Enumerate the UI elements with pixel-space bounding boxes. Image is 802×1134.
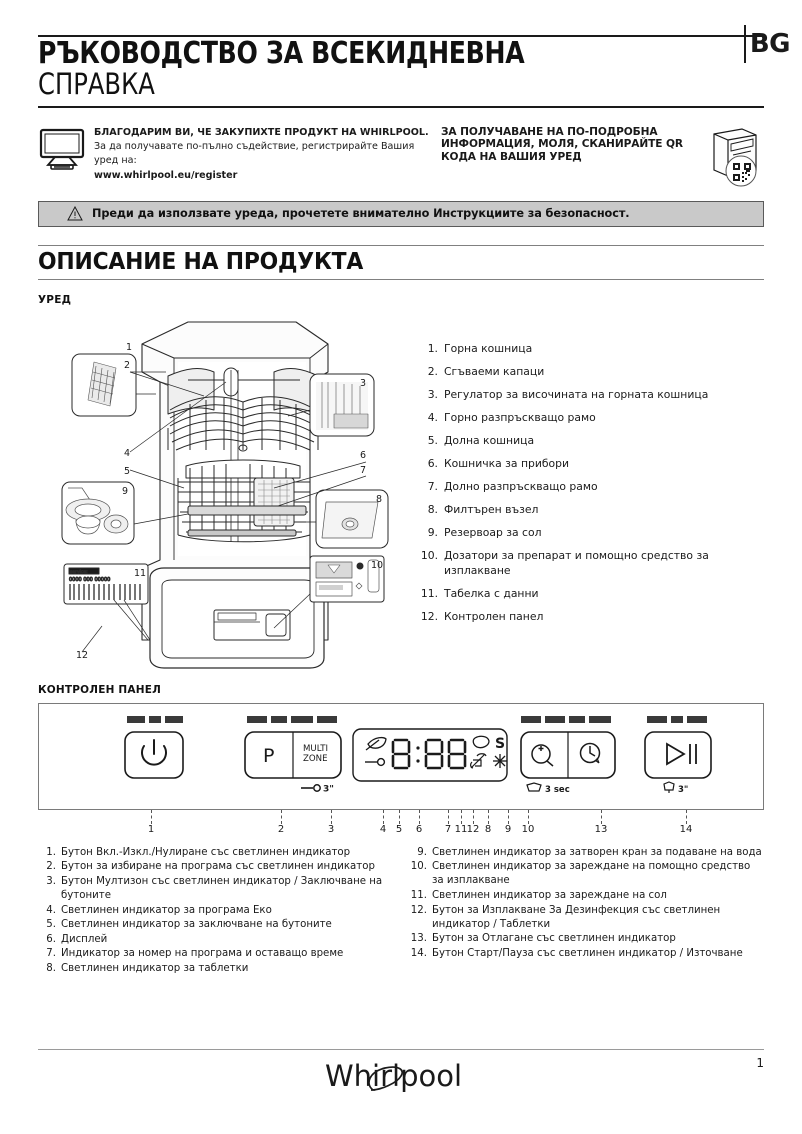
- parts-list-item-number: 5.: [427, 434, 438, 447]
- tick-mark-9: [508, 810, 509, 824]
- tick-mark-1: [151, 810, 152, 824]
- safety-text: Преди да използвате уреда, прочетете внимателно Инструкциите за безопасност.: [92, 207, 630, 221]
- scan-block: [441, 126, 764, 188]
- parts-list-item-label: Сгъваеми капаци: [444, 364, 545, 378]
- start-pause-button: [645, 732, 711, 795]
- info-band: [38, 118, 764, 188]
- callout-3: 3: [360, 377, 367, 389]
- parts-list-item-number: 7.: [427, 480, 438, 494]
- tick-mark-11: [461, 810, 462, 824]
- legend-item-number: 10.: [410, 861, 427, 873]
- legend-item: [409, 904, 764, 932]
- control-panel-section: [38, 684, 764, 977]
- parts-list-item-number: 10.: [420, 549, 438, 563]
- parts-list-item-number: 9.: [427, 526, 438, 540]
- parts-list-item-number: 6.: [427, 457, 438, 471]
- legend-item: [38, 860, 401, 874]
- tick-number-12: 12: [466, 823, 480, 835]
- section-bottom-rule: [38, 279, 764, 280]
- tick-mark-7: [448, 810, 449, 824]
- legend-item-label: Бутон Старт/Пауза със светлинен индикатор / Източване: [432, 947, 743, 959]
- parts-list-item-label: Кошничка за прибори: [444, 457, 570, 471]
- legend-item-number: 14.: [410, 947, 427, 959]
- rinse-delay-button: [521, 732, 615, 795]
- parts-list-item: [418, 388, 764, 403]
- legend-item-label: Светлинен индикатор за зареждане на сол: [432, 889, 667, 901]
- subsection-title-control-panel: КОНТРОЛЕН ПАНЕЛ: [38, 683, 162, 696]
- svg-text:3": 3": [678, 784, 689, 795]
- title-bottom-rule: [38, 106, 764, 108]
- tick-number-5: 5: [395, 823, 403, 835]
- multizone-label-line2: ZONE: [303, 753, 328, 764]
- appliance-diagram: [38, 310, 406, 670]
- svg-text:3 sec: 3 sec: [545, 784, 570, 795]
- callout-5: 5: [124, 465, 131, 477]
- callout-8: 8: [376, 493, 383, 505]
- legend-item-number: 8.: [46, 962, 56, 974]
- tick-mark-10: [528, 810, 529, 824]
- callout-11: 11: [134, 567, 147, 579]
- svg-text:0000 000 00000: 0000 000 00000: [69, 576, 111, 583]
- warning-triangle-icon: [67, 206, 83, 221]
- legend-item: [38, 846, 401, 860]
- legend-item: [409, 846, 764, 860]
- tick-mark-8: [488, 810, 489, 824]
- content-column: [38, 0, 764, 976]
- register-url[interactable]: www.whirlpool.eu/register: [94, 170, 238, 182]
- callout-12: 12: [76, 649, 89, 661]
- legend-item-number: 11.: [410, 889, 427, 901]
- legend-item-number: 5.: [46, 919, 56, 931]
- page-title: [38, 36, 713, 101]
- appliance-row: [38, 310, 764, 670]
- legend-item-number: 12.: [410, 904, 427, 916]
- thanks-text: [94, 126, 433, 184]
- legend-item-label: Бутон Мултизон със светлинен индикатор / Заключване на бутоните: [61, 875, 383, 901]
- tick-number-6: 6: [415, 823, 423, 835]
- control-panel-legend: [38, 846, 764, 977]
- tick-mark-4: [383, 810, 384, 824]
- tick-number-14: 14: [679, 823, 693, 835]
- callout-6: 6: [360, 449, 367, 461]
- legend-column-right: [401, 846, 764, 977]
- legend-item-label: Дисплей: [61, 933, 108, 945]
- parts-list-item: [418, 549, 764, 578]
- parts-list-item-number: 4.: [427, 410, 438, 424]
- tick-mark-13: [601, 810, 602, 824]
- legend-list-right: [409, 846, 764, 961]
- power-button: [125, 732, 183, 778]
- callout-2: 2: [124, 359, 131, 371]
- parts-list-item-number: 1.: [427, 341, 438, 355]
- legend-item: [409, 947, 764, 961]
- legend-item: [38, 962, 401, 976]
- parts-list-item-label: Долно разпръскващо рамо: [444, 480, 598, 494]
- legend-item-label: Бутон за Отлагане със светлинен индикатор: [432, 933, 676, 945]
- svg-text:service:: service:: [70, 569, 88, 575]
- parts-list-item-label: Дозатори за препарат и помощно средство за изплакване: [444, 549, 709, 577]
- legend-list-left: [38, 846, 401, 976]
- parts-list-item-label: Контролен панел: [444, 610, 544, 623]
- legend-item-label: Бутон за Изплакване За Дезинфекция със светлинен индикатор / Таблетки: [432, 904, 721, 930]
- tick-number-11: 11: [454, 823, 468, 835]
- tick-number-13: 13: [594, 823, 608, 835]
- legend-item-number: 9.: [417, 846, 427, 858]
- legend-item-label: Светлинен индикатор за затворен кран за подаване на вода: [432, 846, 762, 858]
- legend-item-number: 7.: [46, 948, 56, 960]
- multizone-label-line1: MULTI: [303, 743, 329, 754]
- legend-item: [409, 860, 764, 888]
- tick-number-1: 1: [147, 823, 155, 835]
- parts-list-item: [418, 610, 764, 625]
- parts-list-item: [418, 411, 764, 426]
- key-lock-3sec-sublabel: [301, 784, 334, 794]
- tick-number-8: 8: [484, 823, 492, 835]
- tick-mark-14: [686, 810, 687, 824]
- whirlpool-wordmark: Whirlpool: [325, 1059, 463, 1093]
- legend-column-left: [38, 846, 401, 977]
- tick-number-9: 9: [504, 823, 512, 835]
- display-module: [353, 729, 507, 781]
- parts-list-item: [418, 457, 764, 472]
- legend-item-label: Светлинен индикатор за таблетки: [61, 962, 249, 974]
- salt-s-icon: [495, 736, 505, 752]
- parts-list-item-label: Горна кошница: [444, 341, 533, 355]
- parts-list-item: [418, 587, 764, 602]
- tick-number-2: 2: [277, 823, 285, 835]
- svg-text:S: S: [495, 735, 506, 752]
- scan-text: ЗА ПОЛУЧАВАНЕ НА ПО-ПОДРОБНА ИНФОРМАЦИЯ, МОЛЯ, СКАНИРАЙТЕ QR КОДА НА ВАШИЯ УРЕД: [441, 125, 683, 163]
- tick-mark-2: [281, 810, 282, 824]
- parts-list-item: [418, 342, 764, 357]
- legend-item: [38, 947, 401, 961]
- locale-tag-label: BG: [749, 29, 790, 59]
- program-p-label: P: [263, 744, 275, 767]
- drain-3sec-sublabel: [664, 782, 688, 795]
- safety-banner: [38, 201, 764, 227]
- control-panel-frame: [38, 703, 764, 810]
- whirlpool-logo: [321, 1056, 481, 1100]
- legend-item-number: 3.: [46, 875, 56, 887]
- svg-text:3": 3": [323, 784, 334, 795]
- tick-mark-6: [419, 810, 420, 824]
- tick-number-3: 3: [327, 823, 335, 835]
- parts-list-item-number: 12.: [420, 610, 438, 623]
- callout-1: 1: [126, 341, 133, 353]
- tick-mark-12: [473, 810, 474, 824]
- rinse-aid-star-icon: [493, 754, 507, 768]
- parts-list-item: [418, 434, 764, 449]
- parts-list-item: [418, 480, 764, 495]
- legend-item-label: Светлинен индикатор за заключване на бутоните: [61, 919, 332, 931]
- subsection-title-appliance: УРЕД: [38, 293, 72, 306]
- legend-item: [409, 932, 764, 946]
- dishwasher-exploded-diagram: [38, 310, 406, 670]
- parts-list-item-label: Долна кошница: [444, 434, 535, 447]
- parts-list-item-number: 11.: [420, 586, 438, 600]
- page-number: 1: [756, 1056, 764, 1070]
- thanks-block: [38, 126, 433, 184]
- legend-item: [38, 875, 401, 903]
- legend-item-number: 6.: [46, 933, 56, 945]
- led-bars: [127, 716, 707, 723]
- parts-list-item-label: Горно разпръскващо рамо: [444, 410, 596, 424]
- parts-list-item-label: Регулатор за височината на горната кошница: [444, 387, 709, 401]
- parts-list-item: [418, 503, 764, 518]
- program-multizone-button: [245, 732, 341, 795]
- parts-list-column: [406, 310, 764, 670]
- control-panel-graphic: [39, 704, 763, 809]
- parts-list-item: [418, 365, 764, 380]
- qr-appliance-icon: [704, 126, 764, 188]
- legend-item: [409, 889, 764, 903]
- parts-list-item-number: 8.: [427, 503, 438, 517]
- parts-list-item-label: Филтърен възел: [444, 503, 539, 517]
- legend-item-label: Светлинен индикатор за зареждане на помощно средство за изплакване: [432, 861, 751, 887]
- legend-item-label: Бутон за избиране на програма със светлинен индикатор: [61, 861, 375, 873]
- control-panel-tick-index: [38, 810, 764, 844]
- tick-mark-5: [399, 810, 400, 824]
- tick-number-7: 7: [444, 823, 452, 835]
- callout-7: 7: [360, 464, 367, 476]
- section-title-product-description: ОПИСАНИЕ НА ПРОДУКТА: [38, 248, 364, 275]
- parts-list-item-number: 3.: [427, 387, 438, 401]
- legend-item-number: 4.: [46, 904, 56, 916]
- tick-mark-3: [331, 810, 332, 824]
- legend-item-label: Светлинен индикатор за програма Еко: [61, 904, 272, 916]
- page-title-line2: СПРАВКА: [38, 66, 155, 101]
- legend-item-label: Бутон Вкл.-Изкл./Нулиране със светлинен индикатор: [61, 846, 351, 858]
- parts-list-item-number: 2.: [427, 364, 438, 378]
- footer-inner: [38, 1050, 764, 1106]
- legend-item: [38, 904, 401, 918]
- callout-10: 10: [371, 559, 384, 571]
- parts-list-item: [418, 526, 764, 541]
- callout-9: 9: [122, 485, 129, 497]
- page-footer: [38, 1049, 764, 1106]
- callout-4: 4: [124, 447, 131, 459]
- legend-item-label: Индикатор за номер на програма и оставащо време: [61, 948, 344, 960]
- thanks-body: За да получавате по-пълно съдействие, регистрирайте Вашия уред на:: [94, 140, 415, 167]
- parts-list-item-label: Табелка с данни: [444, 586, 539, 600]
- legend-item: [38, 933, 401, 947]
- tick-number-4: 4: [379, 823, 387, 835]
- legend-item: [38, 918, 401, 932]
- legend-item-number: 1.: [46, 846, 56, 858]
- page-title-line1: РЪКОВОДСТВО ЗА ВСЕКИДНЕВНА: [38, 36, 525, 71]
- legend-item-number: 13.: [410, 933, 427, 945]
- tick-number-10: 10: [521, 823, 535, 835]
- parts-list-item-label: Резервоар за сол: [444, 526, 542, 540]
- thanks-lead: БЛАГОДАРИМ ВИ, ЧЕ ЗАКУПИХТЕ ПРОДУКТ НА WHIRLPOOL.: [94, 126, 429, 138]
- product-description-section: [38, 245, 764, 280]
- section-top-rule: [38, 245, 764, 246]
- rinse-3sec-sublabel: [527, 783, 570, 795]
- legend-item-number: 2.: [46, 861, 56, 873]
- parts-list: [418, 342, 764, 625]
- monitor-icon: [38, 128, 86, 170]
